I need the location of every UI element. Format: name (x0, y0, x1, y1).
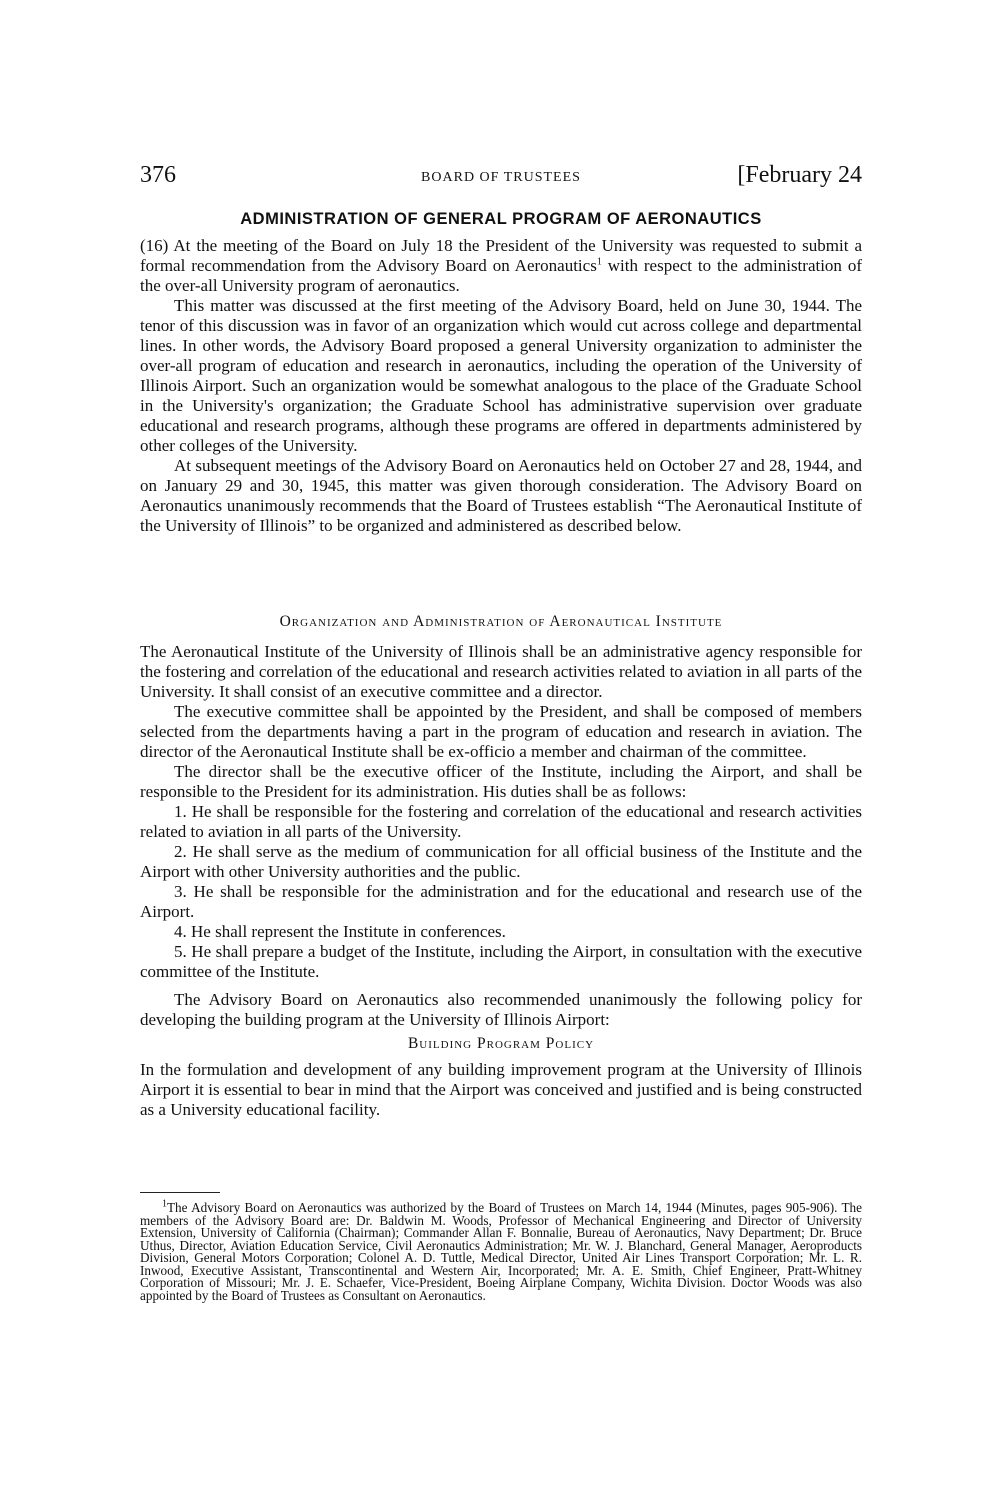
duty-item-4: 4. He shall represent the Institute in conferences. (174, 922, 506, 941)
footnote (140, 1198, 862, 1303)
header-date: [February 24 (737, 162, 862, 188)
page-header (140, 162, 862, 196)
building-paragraph-1: In the formulation and development of any building improvement program at the University of Illinois Airport it is essential to bear in mind that the Airport was conceived and justified and is being constructed as a University educational facility. (140, 1060, 862, 1119)
organization-section (140, 612, 862, 1120)
intro-paragraph-1-end: with respect to the administration of the over-all University program of aeronautics. (140, 256, 863, 295)
organization-paragraph-3: The director shall be the executive officer of the Institute, including the Airport, and shall be responsible to the President for its administration. His duties shall be as follows: (140, 762, 862, 801)
page-number: 376 (140, 162, 176, 188)
duty-item-3: 3. He shall be responsible for the administration and for the educational and research use of the Airport. (140, 882, 862, 921)
footnote-divider (140, 1192, 220, 1193)
intro-paragraph-2: This matter was discussed at the first meeting of the Advisory Board, held on June 30, 1944. The tenor of this discussion was in favor of an organization which would cut across college and departmental lines. In other words, the Advisory Board proposed a general University organization to administer the over-all program of education and research in aeronautics, including the operation of the University of Illinois Airport. Such an organization would be somewhat analogous to the place of the Graduate School in the University's organization; the Graduate School has administrative supervision over graduate educational and research programs, although these programs are offered in departments administered by other colleges of the University. (140, 296, 862, 455)
duty-item-1: 1. He shall be responsible for the fostering and correlation of the educational and research activities related to aviation in all parts of the University. (140, 802, 862, 841)
footnote-text: The Advisory Board on Aeronautics was authorized by the Board of Trustees on March 14, 1944 (Minutes, pages 905-906). The members of the Advisory Board are: Dr. Baldwin M. Woods, Professor of Mechanical Engineering and Director of University Extension, University of California (Chairman); Commander Allan F. Bonnalie, Bureau of Aeronautics, Navy Department; Dr. Bruce Uthus, Director, Aviation Education Service, Civil Aeronautics Administration; Mr. W. J. Blanchard, General Manager, Aeroproducts Division, General Motors Corporation; Colonel A. D. Tuttle, Medical Director, United Air Lines Transport Corporation; Mr. L. R. Inwood, Executive Assistant, Transcontinental and Western Air, Incorporated; Mr. A. E. Smith, Chief Engineer, Pratt-Whitney Corporation of Missouri; Mr. J. E. Schaefer, Vice-President, Boeing Airplane Company, Wichita Division. Doctor Woods was also appointed by the Board of Trustees as Consultant on Aeronautics. (140, 1200, 862, 1303)
organization-paragraph-1: The Aeronautical Institute of the University of Illinois shall be an administrative agency responsible for the fostering and correlation of the educational and research activities related to aviation in all parts of the University. It shall consist of an executive committee and a director. (140, 642, 862, 701)
intro-paragraph-3: At subsequent meetings of the Advisory Board on Aeronautics held on October 27 and 28, 1944, and on January 29 and 30, 1945, this matter was given thorough consideration. The Advisory Board on Aeronautics unanimously recommends that the Board of Trustees establish “The Aeronautical Institute of the University of Illinois” to be organized and administered as described below. (140, 456, 862, 535)
intro-paragraph-1-start: (16) At the meeting of the Board on July 18 the President of the University was requested to submit a formal recommendation from the Advisory Board on Aeronautics (140, 236, 862, 275)
intro-text (140, 236, 862, 536)
running-head: BOARD OF TRUSTEES (421, 170, 581, 185)
building-heading: Building Program Policy (407, 1035, 595, 1052)
organization-paragraph-4: The Advisory Board on Aeronautics also recommended unanimously the following policy for developing the building program at the University of Illinois Airport: (140, 990, 862, 1029)
footnote-paragraph (140, 1198, 862, 1303)
footnote-mark: 1 (162, 1198, 167, 1210)
organization-heading: Organization and Administration of Aeronautical Institute (279, 613, 723, 630)
footnote-reference: 1 (596, 256, 602, 268)
duty-item-2: 2. He shall serve as the medium of communication for all official business of the Institute and the Airport with other University authorities and the public. (140, 842, 862, 881)
section-title: ADMINISTRATION OF GENERAL PROGRAM OF AERONAUTICS (240, 210, 762, 228)
duty-item-5: 5. He shall prepare a budget of the Institute, including the Airport, in consultation with the executive committee of the Institute. (140, 942, 862, 981)
organization-paragraph-2: The executive committee shall be appointed by the President, and shall be composed of members selected from the departments having a part in the program of education and research in aviation. The director of the Aeronautical Institute shall be ex-officio a member and chairman of the committee. (140, 702, 862, 761)
intro-paragraph-1 (140, 236, 862, 296)
